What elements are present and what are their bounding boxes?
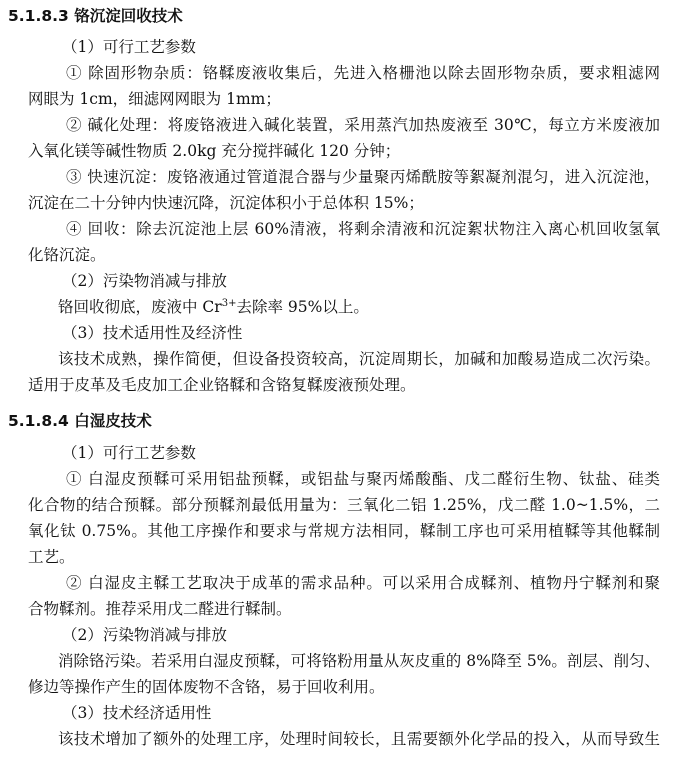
paragraph-line: 氧化钛 0.75%。其他工序操作和要求与常规方法相同，鞣制工序也可采用植鞣等其他鞣制 [28,522,660,540]
paragraph-line: ① 除固形物杂质：铬鞣废液收集后，先进入格栅池以除去固形物杂质，要求粗滤网 [66,64,660,82]
paragraph-line: 工艺。 [28,548,75,566]
subheading-pollutant-reduction: （2）污染物消减与排放 [62,626,227,644]
chromium-charge-superscript: 3+ [221,297,237,309]
paragraph-line: 该技术增加了额外的处理工序，处理时间较长，且需要额外化学品的投入，从而导致生 [58,730,660,748]
paragraph-line: 化铬沉淀。 [28,246,106,264]
paragraph-line: 网眼为 1cm，细滤网网眼为 1mm； [28,90,281,108]
paragraph-line: ① 白湿皮预鞣可采用铝盐预鞣，或铝盐与聚丙烯酸酯、戊二醛衍生物、钛盐、硅类 [66,470,660,488]
paragraph-line: 沉淀在二十分钟内快速沉降，沉淀体积小于总体积 15%； [28,194,424,212]
subheading-applicability: （3）技术适用性及经济性 [62,324,243,342]
paragraph-line: 化合物的结合预鞣。部分预鞣剂最低用量为：三氧化二铝 1.25%，戊二醛 1.0~1.5%，二 [28,496,660,514]
paragraph-line: 入氧化镁等碱性物质 2.0kg 充分搅拌碱化 120 分钟； [28,142,401,160]
section-heading-5-1-8-3: 5.1.8.3 铬沉淀回收技术 [8,7,183,25]
emission-text-pre: 铬回收彻底，废液中 Cr [58,298,222,316]
paragraph-line: ② 碱化处理：将废铬液进入碱化装置，采用蒸汽加热废液至 30℃，每立方米废液加 [66,116,660,134]
paragraph-line: 消除铬污染。若采用白湿皮预鞣，可将铬粉用量从灰皮重的 8%降至 5%。剖层、削匀、 [58,652,660,670]
subheading-process-params: （1）可行工艺参数 [62,444,196,462]
paragraph-line: ④ 回收：除去沉淀池上层 60%清液，将剩余清液和沉淀絮状物注入离心机回收氢氧 [66,220,660,238]
section-heading-5-1-8-4: 5.1.8.4 白湿皮技术 [8,412,152,430]
emission-text-post: 去除率 95%以上。 [236,298,369,316]
subheading-process-params: （1）可行工艺参数 [62,38,196,56]
paragraph-line: ③ 快速沉淀：废铬液通过管道混合器与少量聚丙烯酰胺等絮凝剂混匀，进入沉淀池， [66,168,660,186]
subheading-pollutant-reduction: （2）污染物消减与排放 [62,272,227,290]
paragraph-line: 适用于皮革及毛皮加工企业铬鞣和含铬复鞣废液预处理。 [28,376,416,394]
paragraph-line: ② 白湿皮主鞣工艺取决于成革的需求品种。可以采用合成鞣剂、植物丹宁鞣剂和聚 [66,574,660,592]
paragraph-line [58,294,369,320]
subheading-applicability: （3）技术经济适用性 [62,704,212,722]
paragraph-line: 该技术成熟，操作简便，但设备投资较高，沉淀周期长，加碱和加酸易造成二次污染。 [58,350,660,368]
paragraph-line: 修边等操作产生的固体废物不含铬，易于回收利用。 [28,678,385,696]
paragraph-line: 合物鞣剂。推荐采用戊二醛进行鞣制。 [28,600,292,618]
